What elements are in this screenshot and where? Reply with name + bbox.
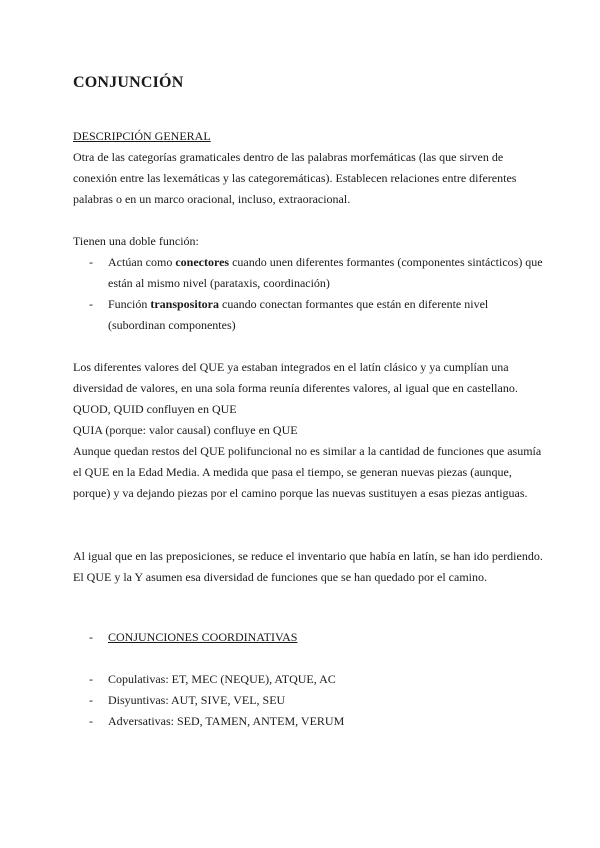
- coordinativas-list: [73, 669, 543, 732]
- list-item: [73, 690, 543, 711]
- functions-list: [73, 252, 543, 336]
- item-text: cuando conectan formantes que están en diferente nivel (subordinan componentes): [108, 297, 489, 332]
- que-line-2: QUIA (porque: valor causal) confluye en QUE: [73, 423, 298, 437]
- general-description-section: [73, 126, 543, 210]
- item-bold-term: transpositora: [150, 297, 220, 311]
- functions-intro: Tienen una doble función:: [73, 234, 199, 248]
- page-title: CONJUNCIÓN: [73, 74, 184, 91]
- item-text: Copulativas: ET, MEC (NEQUE), ATQUE, AC: [108, 672, 336, 686]
- que-paragraph-3: Al igual que en las preposiciones, se reduce el inventario que había en latín, se han ido perdiendo. El QUE y la Y asumen esa diversidad de funciones que se han quedado por el camino.: [73, 549, 543, 584]
- item-text: cuando unen diferentes formantes (componentes sintácticos) que están al mismo nivel (parataxis, coordinación): [108, 255, 543, 290]
- bullet-dash: -: [89, 672, 93, 686]
- item-text: Función: [108, 297, 151, 311]
- bullet-dash: -: [89, 297, 93, 311]
- coordinativas-heading: CONJUNCIONES COORDINATIVAS: [108, 630, 298, 644]
- item-text: Actúan como: [108, 255, 176, 269]
- que-line-1: QUOD, QUID confluyen en QUE: [73, 402, 237, 416]
- list-item: [73, 669, 543, 690]
- bullet-dash: -: [89, 255, 93, 269]
- item-bold-term: conectores: [175, 255, 230, 269]
- item-text: Disyuntivas: AUT, SIVE, VEL, SEU: [108, 693, 286, 707]
- bullet-dash: -: [89, 630, 93, 644]
- list-item: [73, 711, 543, 732]
- que-section: [73, 357, 543, 504]
- list-item: [73, 627, 543, 648]
- bullet-dash: -: [89, 714, 93, 728]
- item-text: Adversativas: SED, TAMEN, ANTEM, VERUM: [108, 714, 345, 728]
- que-paragraph-2: Aunque quedan restos del QUE polifuncional no es similar a la cantidad de funciones que asumía el QUE en la Edad Media. A medida que pasa el tiempo, se generan nuevas piezas (aunque, porque) y va dejando piezas por el camino porque las nuevas sustituyen a esas piezas antiguas.: [73, 444, 542, 500]
- list-item: [73, 294, 543, 336]
- bullet-dash: -: [89, 693, 93, 707]
- list-item: [73, 252, 543, 294]
- coordinativas-heading-list: [73, 627, 543, 648]
- description-paragraph: Otra de las categorías gramaticales dentro de las palabras morfemáticas (las que sirven de conexión entre las lexemáticas y las categoremáticas). Establecen relaciones entre diferentes palabras o en un marco oracional, incluso, extraoracional.: [73, 150, 517, 206]
- que-paragraph-1: Los diferentes valores del QUE ya estaban integrados en el latín clásico y ya cumplían una diversidad de valores, en una sola forma reunía diferentes valores, al igual que en castellano.: [73, 360, 518, 395]
- section-heading: DESCRIPCIÓN GENERAL: [73, 129, 211, 143]
